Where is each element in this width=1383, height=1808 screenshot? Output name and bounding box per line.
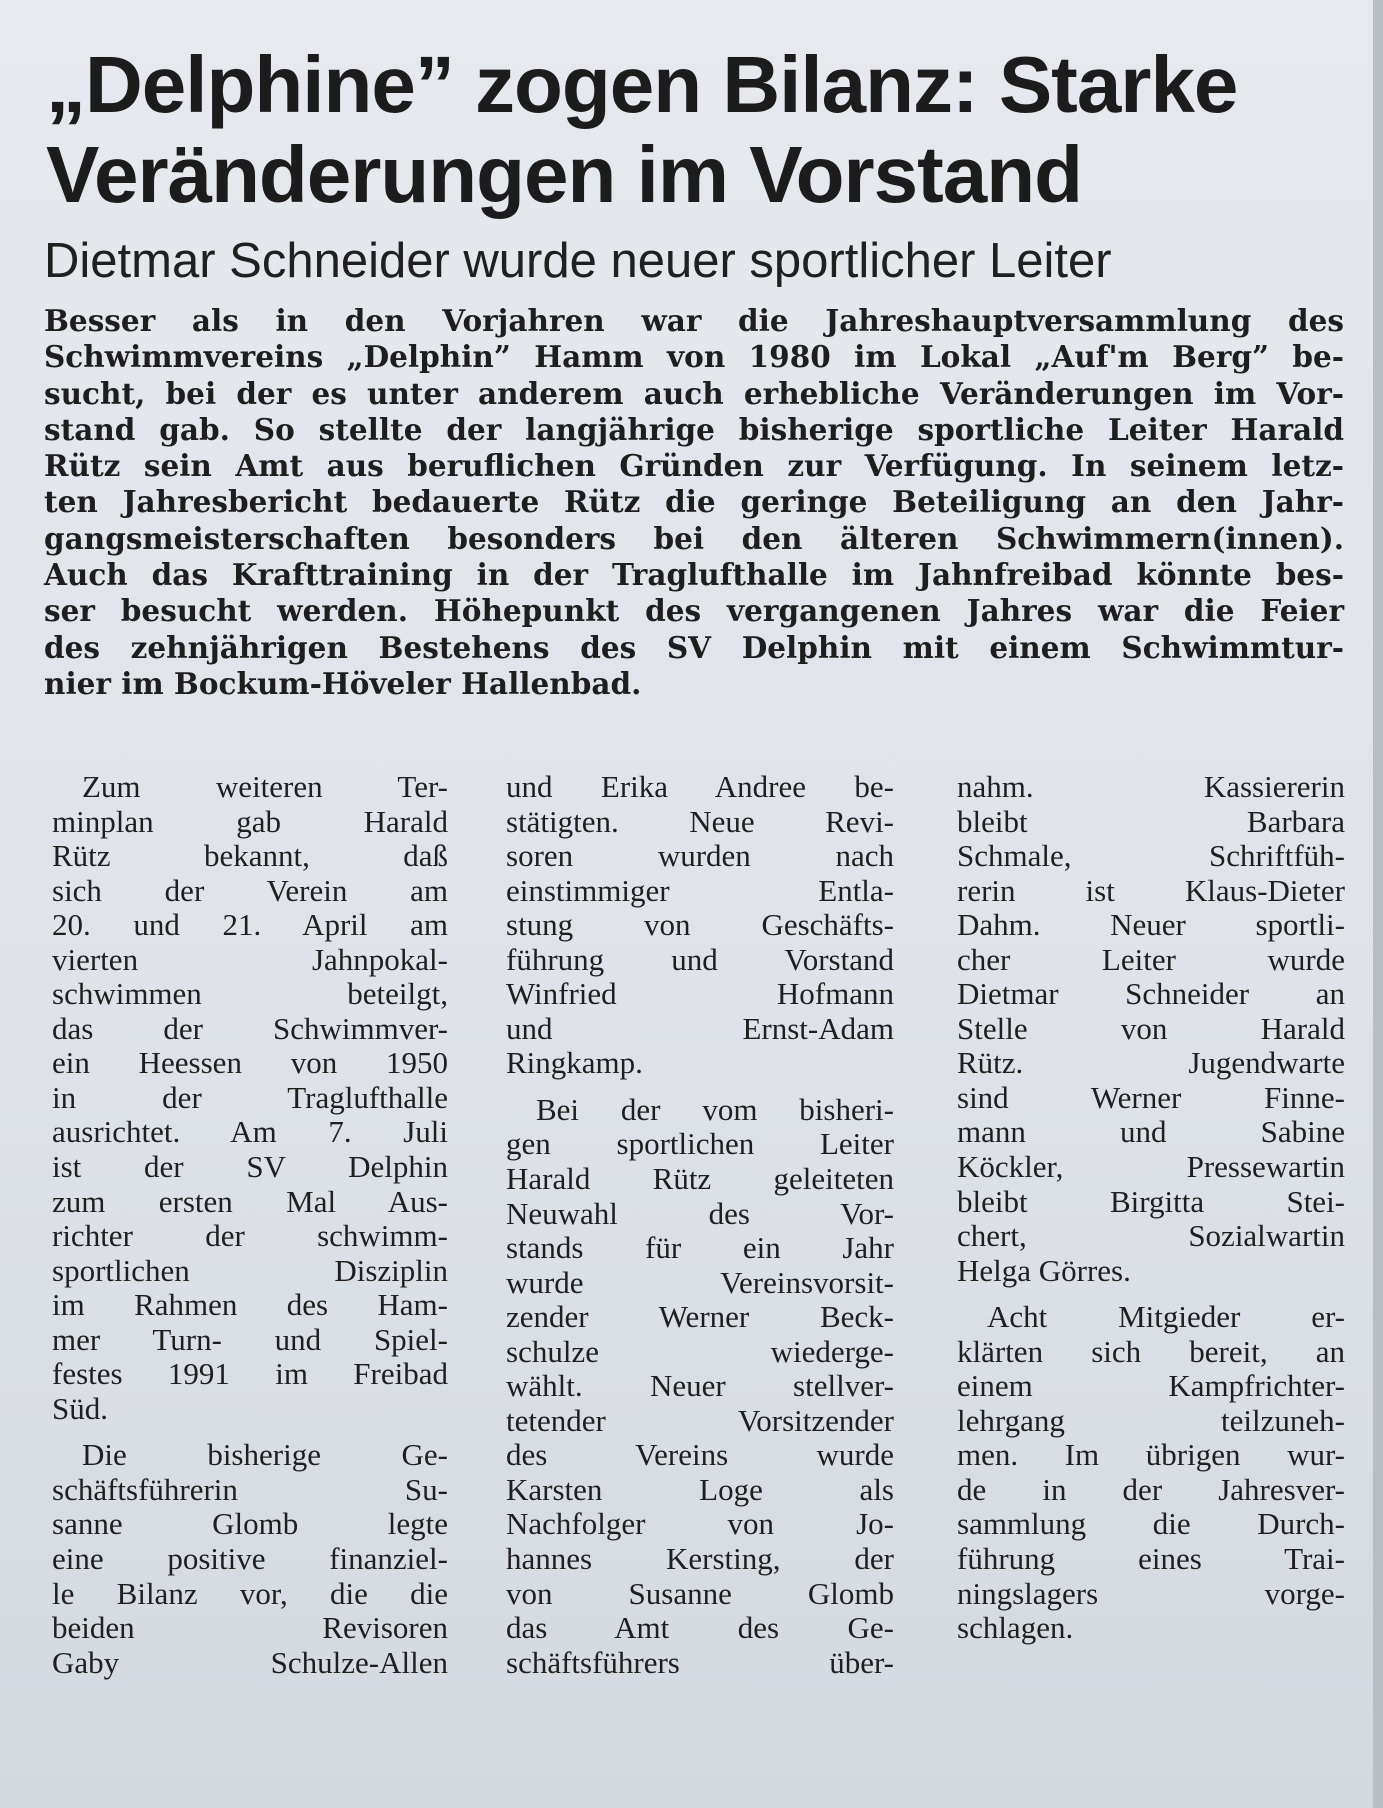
body-line: das Amt des Ge- [506, 1610, 894, 1646]
headline [46, 40, 1346, 220]
body-line: Nachfolger von Jo- [506, 1506, 894, 1542]
body-line: beiden Revisoren [52, 1610, 448, 1646]
body-line: schäftsführers über- [506, 1644, 894, 1680]
body-line: zum ersten Mal Aus- [52, 1183, 448, 1219]
body-line: Neuwahl des Vor- [506, 1195, 894, 1231]
body-line: Zum weiteren Ter- [82, 769, 448, 804]
body-line: sanne Glomb legte [52, 1506, 448, 1542]
body-line: von Susanne Glomb [506, 1575, 894, 1611]
body-line: Stelle von Harald [957, 1010, 1345, 1046]
body-line: tetender Vorsitzender [506, 1402, 894, 1438]
body-line: festes 1991 im Freibad [52, 1356, 448, 1392]
body-line: minplan gab Harald [52, 803, 448, 839]
body-line: Ringkamp. [506, 1045, 643, 1081]
headline-line: Veränderungen im Vorstand [46, 130, 1082, 219]
body-line: Köckler, Pressewartin [957, 1149, 1345, 1185]
body-line: eine positive finanziel- [52, 1541, 448, 1577]
body-line: und Ernst-Adam [506, 1010, 894, 1046]
body-line: ningslagers vorge- [957, 1575, 1345, 1611]
body-line: schlagen. [957, 1610, 1074, 1646]
body-line: bleibt Barbara [957, 803, 1345, 839]
body-line: sich der Verein am [52, 872, 448, 908]
body-line: vierten Jahnpokal- [52, 941, 448, 977]
body-line: Die bisherige Ge- [82, 1437, 448, 1473]
body-line: hannes Kersting, der [506, 1541, 894, 1577]
body-line: chert, Sozialwartin [957, 1218, 1345, 1254]
body-line: mann und Sabine [957, 1114, 1345, 1150]
body-line: Gaby Schulze-Allen [52, 1644, 448, 1680]
body-line: Dahm. Neuer sportli- [957, 907, 1345, 943]
body-line: 20. und 21. April am [52, 907, 448, 943]
body-line: einem Kampfrichter- [957, 1368, 1345, 1404]
body-line: ist der SV Delphin [52, 1149, 448, 1185]
body-line: nahm. Kassiererin [957, 769, 1345, 804]
body-line: wählt. Neuer stellver- [506, 1368, 894, 1404]
body-line: lehrgang teilzuneh- [957, 1402, 1345, 1438]
body-line: in der Traglufthalle [52, 1079, 448, 1115]
body-line: richter der schwimm- [52, 1218, 448, 1254]
lead-paragraph [44, 303, 1344, 702]
body-line: le Bilanz vor, die die [52, 1575, 448, 1611]
body-line: sind Werner Finne- [957, 1079, 1345, 1115]
body-line: Süd. [52, 1390, 108, 1426]
lead-line: ten Jahresbericht bedauerte Rütz die geringe Beteiligung an den Jahr- [44, 484, 1344, 520]
body-line: des Vereins wurde [506, 1437, 894, 1473]
body-line: sportlichen Disziplin [52, 1252, 448, 1288]
body-line: Harald Rütz geleiteten [506, 1161, 894, 1197]
body-line: wurde Vereinsvorsit- [506, 1264, 894, 1300]
body-line: cher Leiter wurde [957, 941, 1345, 977]
page-edge [1373, 0, 1383, 1808]
body-line: führung und Vorstand [506, 941, 894, 977]
body-line: stätigten. Neue Revi- [506, 803, 894, 839]
headline-line: „Delphine” zogen Bilanz: Starke [46, 40, 1238, 129]
body-line: Schmale, Schriftfüh- [957, 838, 1345, 874]
lead-line: ser besucht werden. Höhepunkt des vergangenen Jahres war die Feier [44, 593, 1344, 629]
body-line: mer Turn- und Spiel- [52, 1321, 448, 1357]
lead-line: des zehnjährigen Bestehens des SV Delphin mit einem Schwimmtur- [44, 629, 1344, 665]
body-line: ausrichtet. Am 7. Juli [52, 1114, 448, 1150]
body-line: schulze wiederge- [506, 1333, 894, 1369]
lead-line: Rütz sein Amt aus beruflichen Gründen zur Verfügung. In seinem letz- [44, 448, 1344, 484]
body-line: führung eines Trai- [957, 1541, 1345, 1577]
body-column-1 [52, 770, 448, 1680]
body-line: ein Heessen von 1950 [52, 1045, 448, 1081]
body-line: stung von Geschäfts- [506, 907, 894, 943]
body-line: schwimmen beteilgt, [52, 976, 448, 1012]
body-line: Rütz bekannt, daß [52, 838, 448, 874]
body-line: im Rahmen des Ham- [52, 1287, 448, 1323]
body-line: de in der Jahresver- [957, 1471, 1345, 1507]
body-line: zender Werner Beck- [506, 1299, 894, 1335]
body-line: soren wurden nach [506, 838, 894, 874]
lead-line: Besser als in den Vorjahren war die Jahreshauptversammlung des [44, 303, 1344, 338]
body-line: rerin ist Klaus-Dieter [957, 872, 1345, 908]
body-line: men. Im übrigen wur- [957, 1437, 1345, 1473]
body-line: bleibt Birgitta Stei- [957, 1183, 1345, 1219]
body-line: schäftsführerin Su- [52, 1471, 448, 1507]
body-line: Rütz. Jugendwarte [957, 1045, 1345, 1081]
body-line: einstimmiger Entla- [506, 872, 894, 908]
body-column-3 [957, 770, 1345, 1646]
body-line: klärten sich bereit, an [957, 1333, 1345, 1369]
body-line: Bei der vom bisheri- [536, 1091, 894, 1127]
body-line: Acht Mitgieder er- [987, 1299, 1345, 1335]
body-column-2 [506, 770, 894, 1680]
body-line: Winfried Hofmann [506, 976, 894, 1012]
lead-line: Schwimmvereins „Delphin” Hamm von 1980 im Lokal „Auf'm Berg” be- [44, 339, 1344, 375]
lead-line: gangsmeisterschaften besonders bei den älteren Schwimmern(innen). [44, 520, 1344, 556]
body-line: Karsten Loge als [506, 1471, 894, 1507]
body-line: stands für ein Jahr [506, 1230, 894, 1266]
body-line: das der Schwimmver- [52, 1010, 448, 1046]
body-line: und Erika Andree be- [506, 769, 894, 804]
lead-line: sucht, bei der es unter anderem auch erhebliche Veränderungen im Vor- [44, 375, 1344, 411]
body-line: sammlung die Durch- [957, 1506, 1345, 1542]
subheadline: Dietmar Schneider wurde neuer sportlicher Leiter [44, 234, 1112, 288]
body-line: Helga Görres. [957, 1252, 1131, 1288]
lead-line: Auch das Krafttraining in der Traglufthalle im Jahnfreibad könnte bes- [44, 557, 1344, 593]
lead-line: stand gab. So stellte der langjährige bisherige sportliche Leiter Harald [44, 411, 1344, 447]
lead-line: nier im Bockum-Höveler Hallenbad. [44, 665, 642, 701]
body-line: Dietmar Schneider an [957, 976, 1345, 1012]
body-line: gen sportlichen Leiter [506, 1126, 894, 1162]
